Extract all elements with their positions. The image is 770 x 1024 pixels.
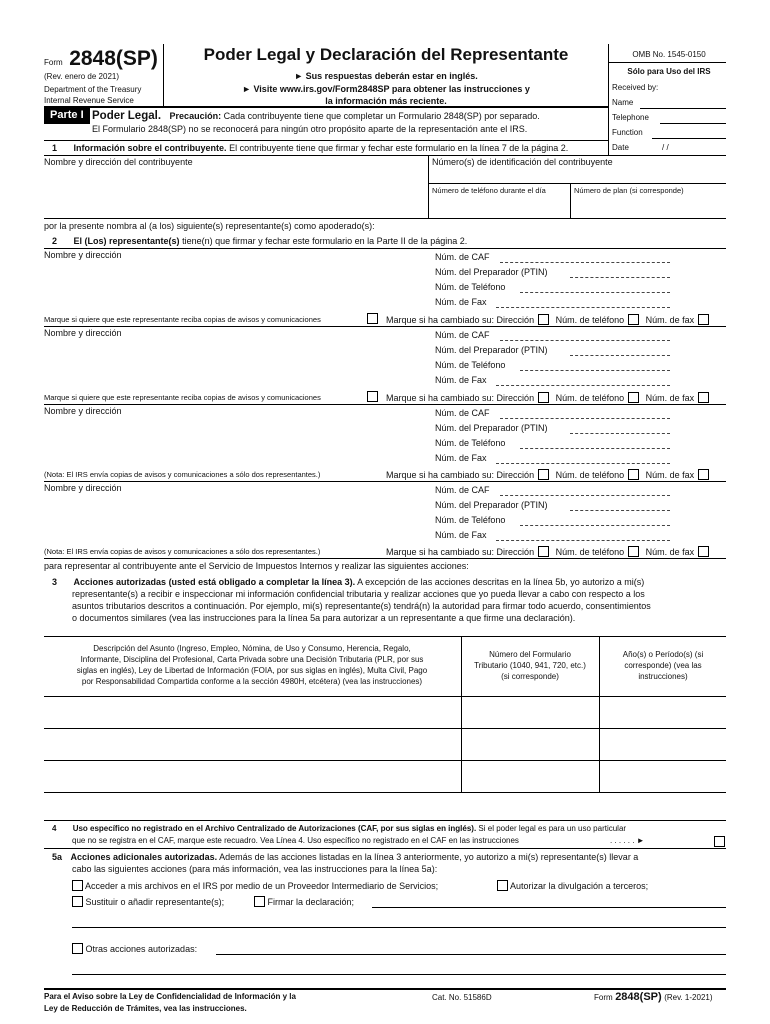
- rep-3-fax-field[interactable]: [496, 463, 670, 464]
- table-row-1-description[interactable]: [44, 697, 460, 727]
- rep-4-fax-checkbox[interactable]: [698, 546, 709, 557]
- rep-3-tel-checkbox[interactable]: [628, 469, 639, 480]
- footer-form-word: Form: [594, 993, 613, 1002]
- page-title: Poder Legal y Declaración del Representante: [203, 45, 569, 64]
- rep-3-name-label: Nombre y dirección: [44, 406, 122, 416]
- rep-2-tel-checkbox[interactable]: [628, 392, 639, 403]
- line-4-number: 4: [52, 824, 57, 833]
- col-description-line-4: por Responsabilidad Compartida conforme a la sección 4980H, etcétera) (vea las instrucciones): [81, 677, 423, 686]
- other-actions-label: Otras acciones autorizadas:: [85, 944, 198, 954]
- col-form-number-line-2: Tributario (1040, 941, 720, etc.): [474, 661, 586, 670]
- col-description-line-1: Descripción del Asunto (Ingreso, Empleo, Nómina, de Uso y Consumo, Herencia, Regalo,: [93, 644, 411, 653]
- line-4-title: Uso específico no registrado en el Archivo Centralizado de Autorizaciones (CAF, por sus siglas en inglés).: [72, 824, 477, 833]
- taxpayer-name-label: Nombre y dirección del contribuyente: [44, 157, 193, 167]
- rep-1-tel-label: Núm. de Teléfono: [435, 282, 506, 292]
- taxpayer-name-field[interactable]: [44, 168, 426, 216]
- rep-1-name-field[interactable]: [44, 262, 424, 312]
- rep-1-chg-fax-label: Núm. de fax: [645, 315, 695, 325]
- rep-3-chg-fax-label: Núm. de fax: [645, 470, 695, 480]
- rep-4-changed-label: Marque si ha cambiado su: Dirección: [386, 547, 535, 557]
- rep-2-name-label: Nombre y dirección: [44, 328, 122, 338]
- col-form-number-line-3: (si corresponde): [501, 672, 559, 681]
- rep-4-tel-label: Núm. de Teléfono: [435, 515, 506, 525]
- irs-label: Internal Revenue Service: [44, 96, 134, 105]
- form-number: 2848(SP): [69, 47, 158, 70]
- rep-1-copies-checkbox[interactable]: [367, 313, 378, 324]
- rep-1-ptin-label: Núm. del Preparador (PTIN): [435, 267, 548, 277]
- col-year-line-1: Año(s) o Período(s) (si: [622, 650, 704, 659]
- taxpayer-id-label: Número(s) de identificación del contribuyente: [432, 157, 613, 167]
- line-3-text-2: representante(s) a recibir e inspeccionar mi información confidencial tributaria y realizar acciones que yo pueda llevar a cabo con respecto a los: [72, 589, 645, 599]
- rep-2-tel-label: Núm. de Teléfono: [435, 360, 506, 370]
- rep-3-fax-label: Núm. de Fax: [435, 453, 487, 463]
- part-one-tag: Parte I: [44, 108, 90, 124]
- omb-number: OMB No. 1545-0150: [632, 50, 706, 59]
- plan-number-label: Número de plan (si corresponde): [574, 186, 684, 195]
- rep-2-caf-field[interactable]: [500, 340, 670, 341]
- irs-date-field[interactable]: / /: [662, 143, 669, 152]
- rep-1-ptin-field[interactable]: [570, 277, 670, 278]
- other-actions-field[interactable]: [216, 954, 726, 955]
- access-records-label: Acceder a mis archivos en el IRS por medio de un Proveedor Intermediario de Servicios;: [85, 881, 439, 891]
- col-year-line-2: corresponde) (vea las: [624, 661, 702, 670]
- privacy-notice-1: Para el Aviso sobre la Ley de Confidencialidad de Información y la: [44, 992, 296, 1001]
- taxpayer-id-field[interactable]: [430, 168, 724, 182]
- rep-4-address-checkbox[interactable]: [538, 546, 549, 557]
- rep-2-caf-label: Núm. de CAF: [435, 330, 490, 340]
- rep-2-name-field[interactable]: [44, 340, 424, 390]
- rep-1-address-checkbox[interactable]: [538, 314, 549, 325]
- instruction-visit: ► Visite www.irs.gov/Form2848SP para obtener las instrucciones y: [242, 84, 530, 94]
- rep-3-ptin-field[interactable]: [570, 433, 670, 434]
- rep-4-name-label: Nombre y dirección: [44, 483, 122, 493]
- irs-use-only: Sólo para Uso del IRS: [627, 67, 711, 76]
- irs-name-label: Name: [612, 98, 634, 107]
- rep-3-caf-label: Núm. de CAF: [435, 408, 490, 418]
- rep-2-copies-checkbox[interactable]: [367, 391, 378, 402]
- col-description-line-2: Informante, Disciplina del Profesional, Carta Privada sobre una Decisión Tributaria (PLR, por sus: [80, 655, 424, 664]
- rep-1-tel-field[interactable]: [520, 292, 670, 293]
- line-4-text-1: Si el poder legal es para un uso particular: [478, 824, 627, 833]
- rep-4-fax-field[interactable]: [496, 540, 670, 541]
- instruction-latest: la información más reciente.: [325, 96, 447, 106]
- table-row-3-description[interactable]: [44, 761, 460, 791]
- rep-3-tel-field[interactable]: [520, 448, 670, 449]
- instruction-english: ► Sus respuestas deberán estar en inglés.: [294, 71, 478, 81]
- line-1-number: 1: [52, 143, 58, 153]
- substitute-rep-checkbox[interactable]: [72, 896, 83, 907]
- line-5a-number: 5a: [52, 852, 63, 862]
- part-one-title: Poder Legal.: [92, 110, 162, 122]
- line-3-text-4: o documentos similares (vea las instrucciones para la línea 5a para autorizar a un representante a que firme una declaración).: [72, 613, 576, 623]
- third-party-label: Autorizar la divulgación a terceros;: [510, 881, 649, 891]
- caution-text: Cada contribuyente tiene que completar un Formulario 2848(SP) por separado.: [223, 111, 540, 121]
- rep-3-address-checkbox[interactable]: [538, 469, 549, 480]
- footer-form-number: 2848(SP): [615, 991, 662, 1003]
- rep-1-caf-label: Núm. de CAF: [435, 252, 490, 262]
- irs-function-field[interactable]: [652, 138, 726, 139]
- rep-1-fax-checkbox[interactable]: [698, 314, 709, 325]
- rep-4-chg-fax-label: Núm. de fax: [645, 547, 695, 557]
- line-5a-text-1: Además de las acciones listadas en la línea 3 anteriormente, yo autorizo a mi(s) representante(s) llevar a: [219, 852, 639, 862]
- rep-3-caf-field[interactable]: [500, 418, 670, 419]
- rep-2-copies-label: Marque si quiere que este representante reciba copias de avisos y comunicaciones: [44, 393, 321, 402]
- form-label: [44, 46, 158, 72]
- line-2-title: El (Los) representante(s): [73, 236, 180, 246]
- rep-2-fax-label: Núm. de Fax: [435, 375, 487, 385]
- rep-3-name-field[interactable]: [44, 418, 424, 468]
- rep-4-ptin-label: Núm. del Preparador (PTIN): [435, 500, 548, 510]
- rep-4-tel-checkbox[interactable]: [628, 546, 639, 557]
- rep-4-note: (Nota: El IRS envía copias de avisos y comunicaciones a sólo dos representantes.): [44, 547, 321, 556]
- access-records-checkbox[interactable]: [72, 880, 83, 891]
- rep-4-caf-field[interactable]: [500, 495, 670, 496]
- line-1-text: El contribuyente tiene que firmar y fechar este formulario en la línea 7 de la página 2.: [229, 143, 569, 153]
- rep-4-tel-field[interactable]: [520, 525, 670, 526]
- line-3-title: Acciones autorizadas (usted está obligado a completar la línea 3).: [73, 577, 356, 587]
- rep-2-address-checkbox[interactable]: [538, 392, 549, 403]
- rep-2-ptin-field[interactable]: [570, 355, 670, 356]
- rep-1-changed-label: Marque si ha cambiado su: Dirección: [386, 315, 535, 325]
- rep-1-chg-tel-label: Núm. de teléfono: [555, 315, 625, 325]
- line-4-dots: . . . . . . ►: [610, 836, 645, 845]
- form-revision: (Rev. enero de 2021): [44, 72, 120, 81]
- rep-2-chg-fax-label: Núm. de fax: [645, 393, 695, 403]
- irs-function-label: Function: [612, 128, 643, 137]
- rep-3-note: (Nota: El IRS envía copias de avisos y comunicaciones a sólo dos representantes.): [44, 470, 321, 479]
- rep-4-ptin-field[interactable]: [570, 510, 670, 511]
- rep-2-tel-field[interactable]: [520, 370, 670, 371]
- rep-2-fax-field[interactable]: [496, 385, 670, 386]
- substitute-rep-label: Sustituir o añadir representante(s);: [85, 897, 225, 907]
- rep-1-copies-label: Marque si quiere que este representante reciba copias de avisos y comunicaciones: [44, 315, 321, 324]
- line-3-number: 3: [52, 577, 58, 587]
- represent-text: para representar al contribuyente ante el Servicio de Impuestos Internos y realizar las siguientes acciones:: [44, 561, 469, 571]
- irs-date-label: Date: [612, 143, 629, 152]
- rep-4-chg-tel-label: Núm. de teléfono: [555, 547, 625, 557]
- rep-4-name-field[interactable]: [44, 495, 424, 545]
- cat-number: Cat. No. 51586D: [432, 993, 492, 1002]
- sign-return-checkbox[interactable]: [254, 896, 265, 907]
- line-5a-title: Acciones adicionales autorizadas.: [70, 852, 218, 862]
- irs-telephone-label: Telephone: [612, 113, 649, 122]
- rep-2-ptin-label: Núm. del Preparador (PTIN): [435, 345, 548, 355]
- rep-4-fax-label: Núm. de Fax: [435, 530, 487, 540]
- rep-1-tel-checkbox[interactable]: [628, 314, 639, 325]
- rep-3-fax-checkbox[interactable]: [698, 469, 709, 480]
- rep-1-name-label: Nombre y dirección: [44, 250, 122, 260]
- rep-1-fax-field[interactable]: [496, 307, 670, 308]
- line-2-text: tiene(n) que firmar y fechar este formulario en la Parte II de la página 2.: [182, 236, 468, 246]
- rep-3-changed-label: Marque si ha cambiado su: Dirección: [386, 470, 535, 480]
- additional-line-2[interactable]: [72, 974, 726, 975]
- treasury-dept: Department of the Treasury: [44, 85, 142, 94]
- other-actions-checkbox[interactable]: [72, 943, 83, 954]
- col-year-line-3: instrucciones): [638, 672, 688, 681]
- line-1-title: Información sobre el contribuyente.: [73, 143, 227, 153]
- line-3-text-1: A excepción de las acciones descritas en la línea 5b, yo autorizo a mi(s): [357, 577, 645, 587]
- irs-telephone-field[interactable]: [660, 123, 726, 124]
- sign-return-label: Firmar la declaración;: [267, 897, 355, 907]
- rep-3-ptin-label: Núm. del Preparador (PTIN): [435, 423, 548, 433]
- rep-2-fax-checkbox[interactable]: [698, 392, 709, 403]
- line-3-text-3: asuntos tributarios descritos a continuación. Por ejemplo, mi(s) representante(s) tendrá(n) la autoridad para firmar todo acuerdo, consentimientos: [72, 601, 651, 611]
- col-description-line-3: siglas en inglés), Ley de Libertad de Información (FOIA, por sus siglas en inglés), Multa Civil, Pago: [76, 666, 428, 675]
- col-form-number-line-1: Número del Formulario: [489, 650, 571, 659]
- caution-label: Precaución:: [169, 111, 222, 121]
- line-5a-text-2: cabo las siguientes acciones (para más información, vea las instrucciones para la línea 5a):: [72, 864, 438, 874]
- line-4-text-2: que no se registra en el CAF, marque este recuadro. Vea Línea 4. Uso específico no registrado en el CAF en las instrucciones: [72, 836, 519, 845]
- line-2-number: 2: [52, 236, 58, 246]
- additional-line-1[interactable]: [72, 927, 726, 928]
- caution-text-2: El Formulario 2848(SP) no se reconocerá para ningún otro propósito aparte de la representación ante el IRS.: [92, 124, 528, 134]
- rep-3-tel-label: Núm. de Teléfono: [435, 438, 506, 448]
- appoint-text: por la presente nombra al (a los) siguiente(s) representante(s) como apoderado(s):: [44, 221, 375, 231]
- table-row-2-description[interactable]: [44, 729, 460, 759]
- received-by-label: Received by:: [612, 83, 659, 92]
- privacy-notice-2: Ley de Reducción de Trámites, vea las instrucciones.: [44, 1004, 247, 1013]
- irs-name-field[interactable]: [640, 108, 726, 109]
- rep-2-chg-tel-label: Núm. de teléfono: [555, 393, 625, 403]
- rep-2-changed-label: Marque si ha cambiado su: Dirección: [386, 393, 535, 403]
- rep-1-fax-label: Núm. de Fax: [435, 297, 487, 307]
- form-word: Form: [44, 58, 63, 67]
- line-4-checkbox[interactable]: [714, 836, 725, 847]
- rep-4-caf-label: Núm. de CAF: [435, 485, 490, 495]
- rep-3-chg-tel-label: Núm. de teléfono: [555, 470, 625, 480]
- sign-return-field[interactable]: [372, 907, 726, 908]
- footer-revision: (Rev. 1-2021): [664, 993, 713, 1002]
- rep-1-caf-field[interactable]: [500, 262, 670, 263]
- third-party-checkbox[interactable]: [497, 880, 508, 891]
- daytime-phone-label: Número de teléfono durante el día: [432, 186, 546, 195]
